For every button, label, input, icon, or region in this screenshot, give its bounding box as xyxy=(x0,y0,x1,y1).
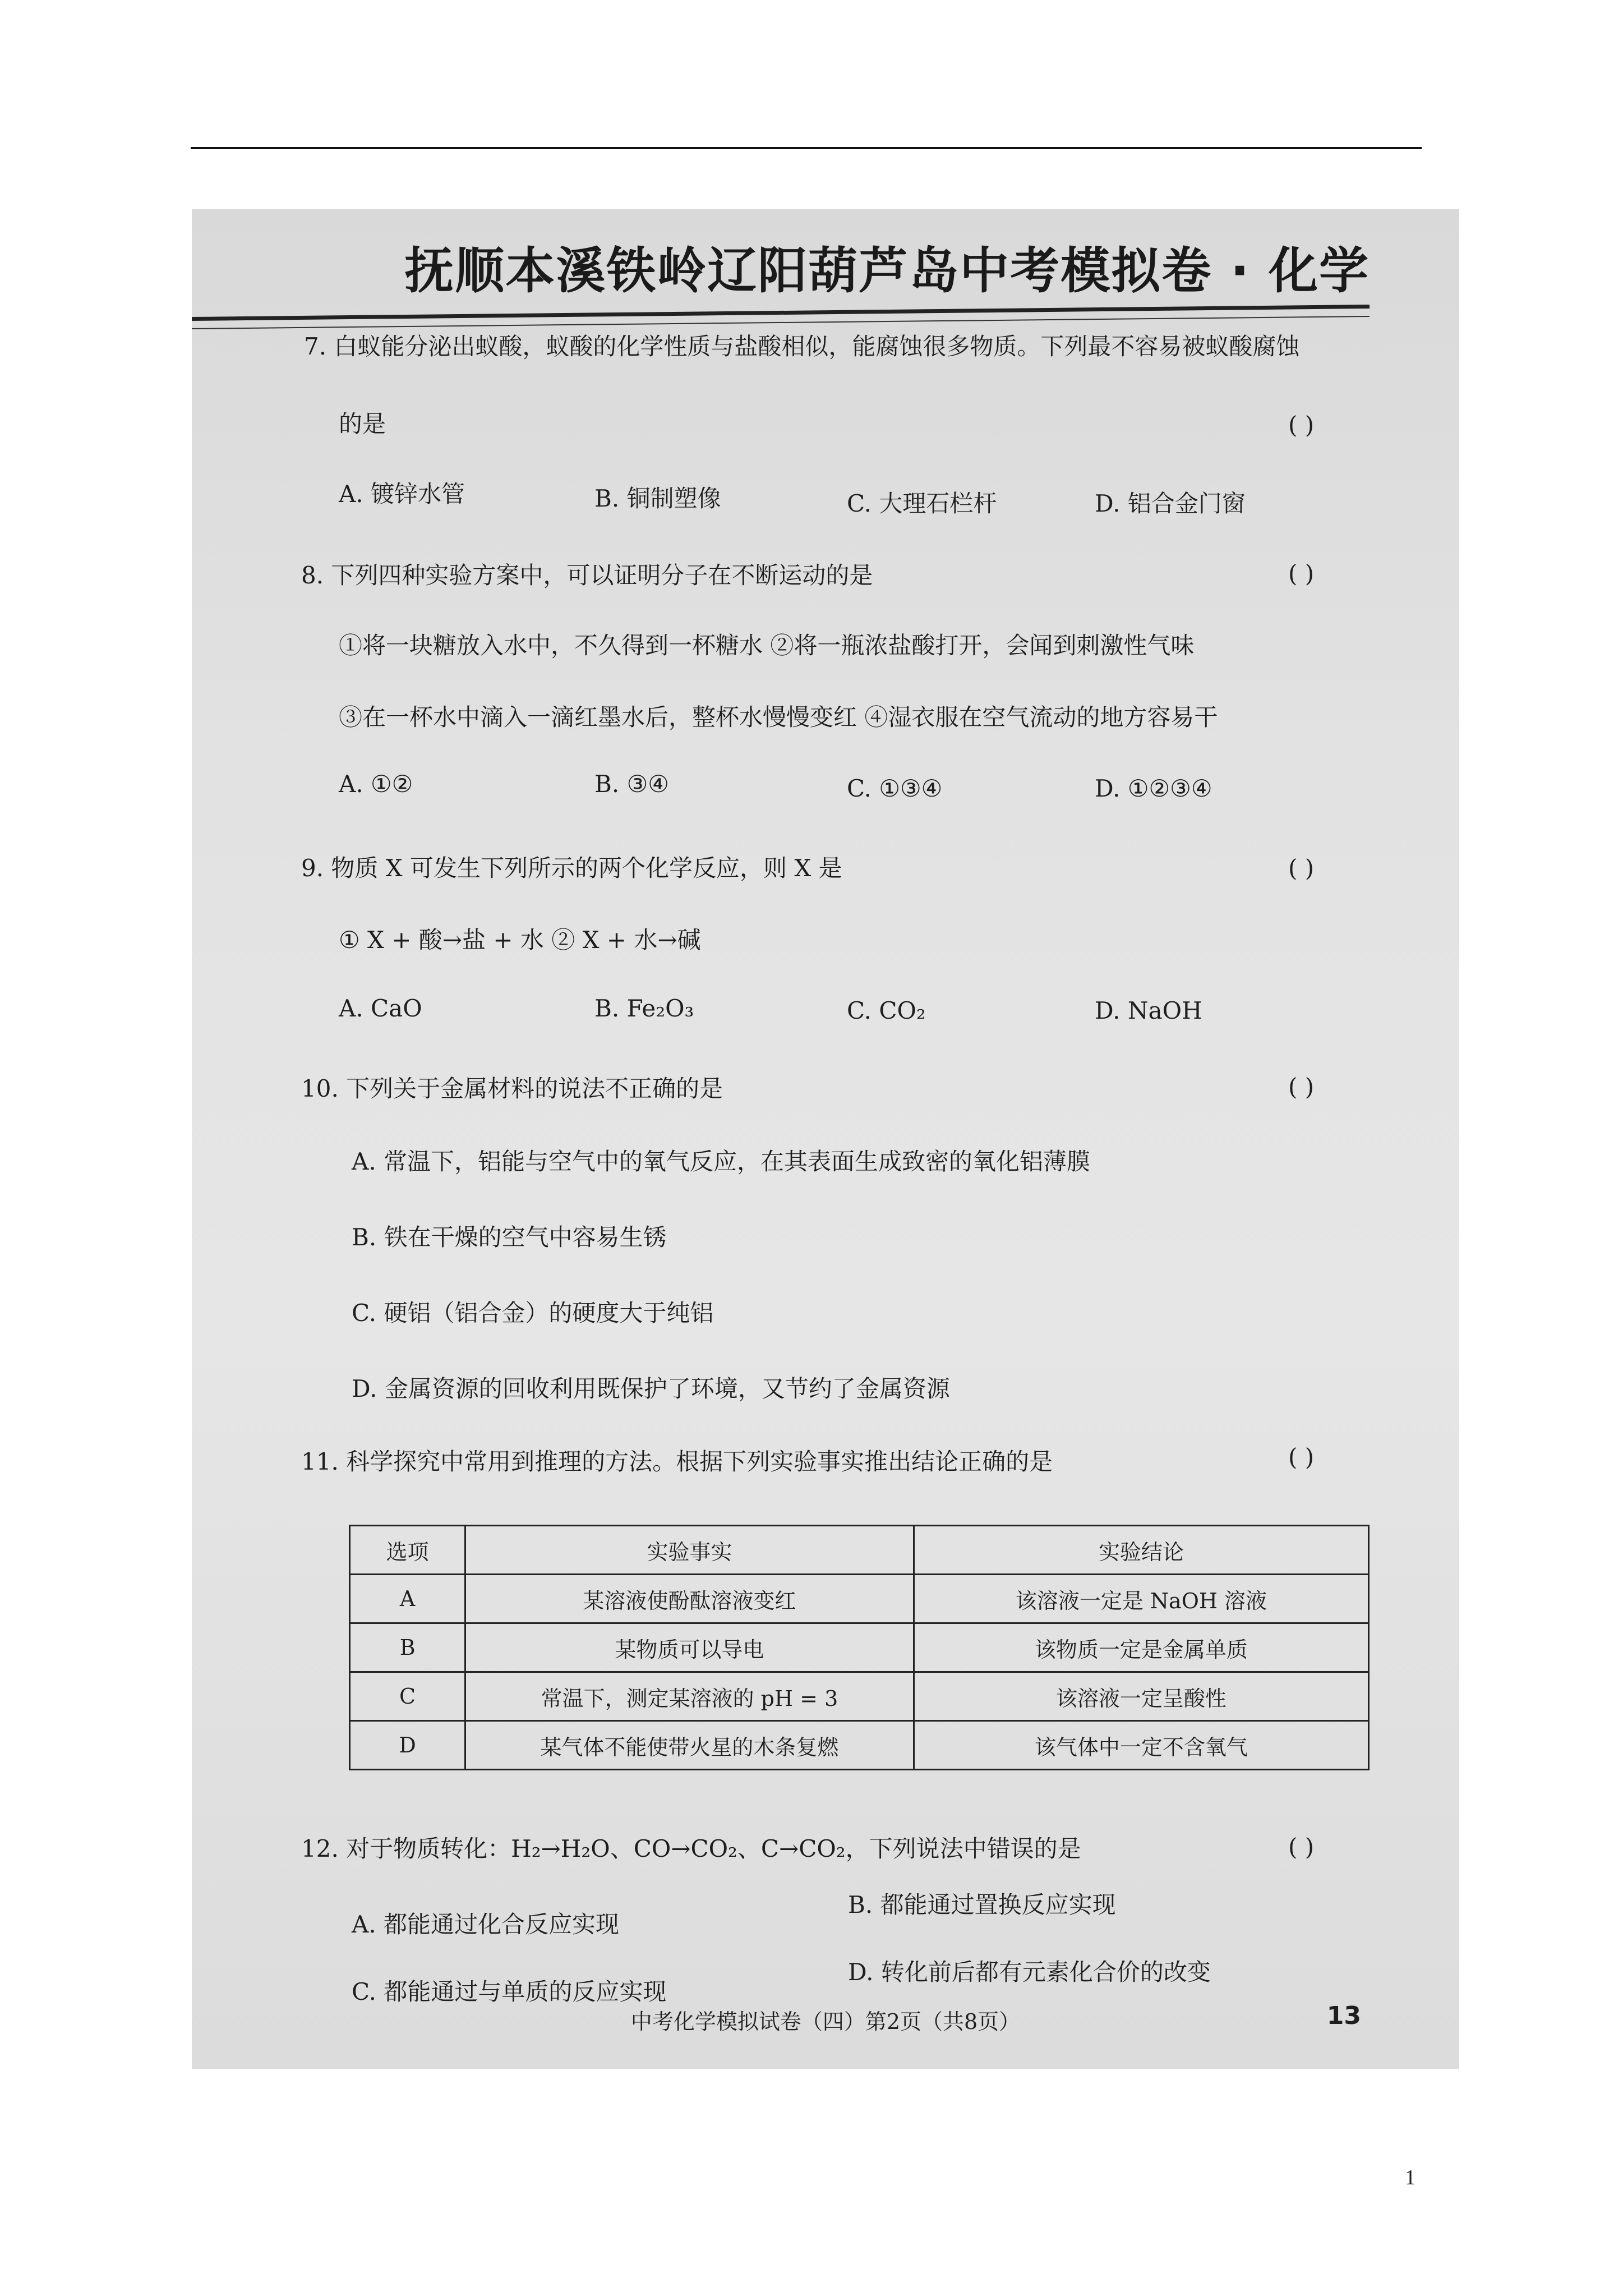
table-cell: 该物质一定是金属单质 xyxy=(914,1623,1368,1672)
table-cell: A xyxy=(350,1575,465,1623)
q12-answer-paren: ( ) xyxy=(1288,1833,1315,1861)
q8-answer-paren: ( ) xyxy=(1288,560,1315,587)
table-row xyxy=(350,1672,1369,1721)
q9-option-d: D. NaOH xyxy=(1095,997,1202,1024)
table-cell: B xyxy=(350,1623,465,1672)
q7-option-d: D. 铝合金门窗 xyxy=(1095,490,1246,517)
table-cell: D xyxy=(350,1721,465,1770)
exam-header-title: 抚顺本溪铁岭辽阳葫芦岛中考模拟卷 · 化学 xyxy=(404,242,1370,300)
q7-line2: 的是 xyxy=(339,410,386,438)
q12-stem: 12. 对于物质转化：H₂→H₂O、CO→CO₂、C→CO₂，下列说法中错误的是 xyxy=(301,1835,1081,1862)
table-row xyxy=(350,1623,1369,1672)
table-row xyxy=(350,1575,1369,1623)
q10-option-a: A. 常温下，铝能与空气中的氧气反应，在其表面生成致密的氧化铝薄膜 xyxy=(352,1148,1091,1175)
exam-footer: 中考化学模拟试卷（四）第2页（共8页） xyxy=(630,2009,1021,2034)
q8-option-a: A. ①② xyxy=(339,770,413,798)
table-cell: C xyxy=(350,1672,465,1721)
q10-answer-paren: ( ) xyxy=(1288,1073,1315,1101)
table-row xyxy=(350,1721,1369,1770)
q7-line1: 7. 白蚁能分泌出蚁酸，蚁酸的化学性质与盐酸相似，能腐蚀很多物质。下列最不容易被蚁酸腐蚀 xyxy=(304,333,1300,360)
q10-option-b: B. 铁在干燥的空气中容易生锈 xyxy=(352,1223,667,1251)
q7-answer-paren: ( ) xyxy=(1288,411,1315,439)
q7-option-a: A. 镀锌水管 xyxy=(339,480,465,508)
photo-page-number: 13 xyxy=(1326,2001,1361,2030)
table-header-cell: 实验结论 xyxy=(914,1526,1368,1575)
q11-answer-paren: ( ) xyxy=(1288,1443,1315,1471)
table-cell: 该溶液一定呈酸性 xyxy=(914,1672,1368,1721)
table-cell: 某气体不能使带火星的木条复燃 xyxy=(465,1721,914,1770)
table-cell: 该气体中一定不含氧气 xyxy=(914,1721,1368,1770)
q12-option-a: A. 都能通过化合反应实现 xyxy=(352,1911,620,1938)
q7-option-b: B. 铜制塑像 xyxy=(594,485,721,512)
q8-option-b: B. ③④ xyxy=(594,770,669,798)
q9-option-b: B. Fe₂O₃ xyxy=(594,995,694,1022)
q9-option-c: C. CO₂ xyxy=(847,997,926,1024)
q12-option-b: B. 都能通过置换反应实现 xyxy=(848,1891,1116,1918)
table-header-cell: 选项 xyxy=(350,1526,465,1575)
q12-option-c: C. 都能通过与单质的反应实现 xyxy=(352,1978,667,2005)
q10-option-c: C. 硬铝（铝合金）的硬度大于纯铝 xyxy=(352,1299,714,1327)
table-cell: 某溶液使酚酞溶液变红 xyxy=(465,1575,914,1623)
q8-statement-1-2: ①将一块糖放入水中，不久得到一杯糖水 ②将一瓶浓盐酸打开，会闻到刺激性气味 xyxy=(339,632,1195,659)
q9-reactions: ① X + 酸→盐 + 水 ② X + 水→碱 xyxy=(339,926,701,954)
q9-answer-paren: ( ) xyxy=(1288,854,1315,882)
q8-stem: 8. 下列四种实验方案中，可以证明分子在不断运动的是 xyxy=(301,562,873,589)
q8-option-d: D. ①②③④ xyxy=(1095,775,1212,802)
q8-option-c: C. ①③④ xyxy=(847,775,943,802)
q9-stem: 9. 物质 X 可发生下列所示的两个化学反应，则 X 是 xyxy=(301,854,842,882)
table-cell: 某物质可以导电 xyxy=(465,1623,914,1672)
q12-option-d: D. 转化前后都有元素化合价的改变 xyxy=(848,1958,1211,1986)
table-cell: 该溶液一定是 NaOH 溶液 xyxy=(914,1575,1368,1623)
scanned-exam-photo xyxy=(192,209,1459,2069)
q10-stem: 10. 下列关于金属材料的说法不正确的是 xyxy=(301,1075,723,1102)
table-cell: 常温下，测定某溶液的 pH = 3 xyxy=(465,1672,914,1721)
q10-option-d: D. 金属资源的回收利用既保护了环境，又节约了金属资源 xyxy=(352,1375,950,1402)
table-header-cell: 实验事实 xyxy=(465,1526,914,1575)
document-page-number: 1 xyxy=(1405,2166,1415,2189)
q11-table xyxy=(349,1525,1370,1770)
table-header-row xyxy=(350,1526,1369,1575)
q8-statement-3-4: ③在一杯水中滴入一滴红墨水后，整杯水慢慢变红 ④湿衣服在空气流动的地方容易干 xyxy=(339,703,1218,731)
q9-option-a: A. CaO xyxy=(339,995,422,1022)
top-rule xyxy=(191,147,1422,149)
q11-stem: 11. 科学探究中常用到推理的方法。根据下列实验事实推出结论正确的是 xyxy=(301,1448,1053,1475)
q7-option-c: C. 大理石栏杆 xyxy=(847,490,997,517)
